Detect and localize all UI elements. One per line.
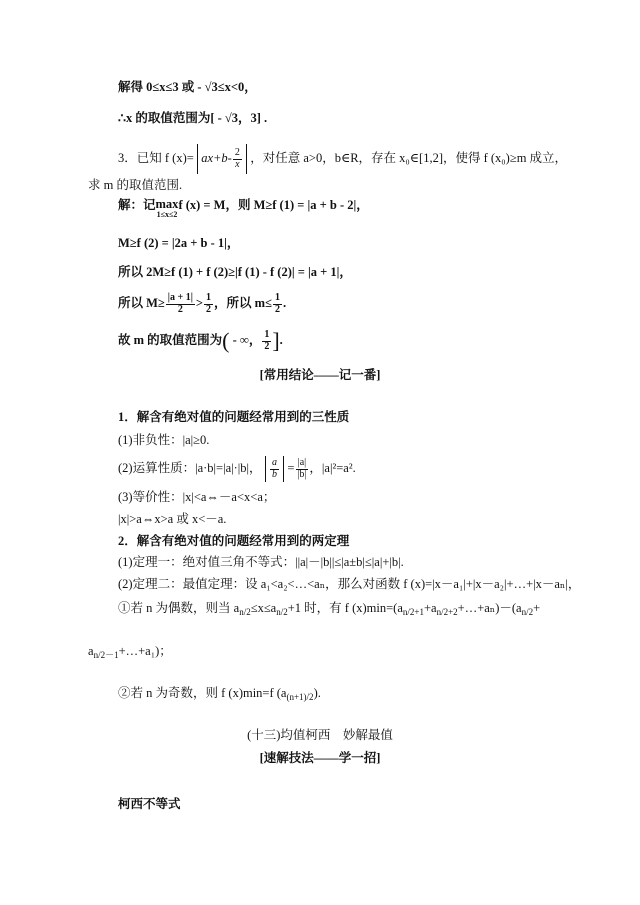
fraction-a-over-b: $\frac{a}{b}$: [271, 457, 277, 480]
line-even-case-cont: $a_{n/2-1}+\dots+a_1$)；: [88, 644, 172, 660]
line-m-range: 故 m 的取值范围为( - ∞， $\frac{1}{2}$ ].: [118, 328, 283, 353]
line-x-range: ∴x 的取值范围为[ - √3，3] .: [118, 111, 268, 125]
heading-common-conclusions: [常用结论——记一番]: [259, 368, 381, 382]
abs-bar-right-2: [283, 456, 284, 482]
fraction-one-half-3: $\frac{1}{2}$: [264, 329, 270, 352]
line-solution-range: 解得 0≤x≤3 或 - √3≤x<0，: [118, 80, 257, 94]
fraction-abs-a1-over-2: $\frac{|a + 1|}{2}$: [167, 292, 193, 315]
line-problem-3-cont: 求 m 的取值范围.: [88, 178, 183, 192]
right-bracket: ]: [272, 328, 280, 353]
line-odd-case: ②若 n 为奇数，则 f (x)min=f $(a_{(n+1)/2})$.: [118, 686, 321, 702]
line-f2: M≥f (2) = |2a + b - 1|，: [118, 236, 240, 250]
line-solution-max: 解：记 max 1≤x≤2 f (x) = M，则 M≥f (1) = |a + b - 2|，: [118, 197, 369, 220]
line-2M: 所以 2M≥f (1) + f (2)≥|f (1) - f (2)| = |a + 1|，: [118, 265, 352, 279]
max-operator: max 1≤x≤2: [155, 197, 179, 220]
fraction-one-half: $\frac{1}{2}$: [206, 292, 212, 315]
left-paren: (: [222, 328, 230, 353]
fraction-abs-a-over-abs-b: $\frac{|a|}{|b|}$: [297, 457, 307, 480]
line-cauchy-inequality: 柯西不等式: [118, 797, 181, 811]
abs-bar-right: [246, 144, 247, 174]
fraction-2-over-x: $\frac{2}{x}$: [234, 147, 240, 170]
line-theorem-one: (1)定理一：绝对值三角不等式：||a|－|b||≤|a±b|≤|a|+|b|.: [118, 555, 404, 569]
line-operation-property: (2)运算性质：|a·b|=|a|·|b|， $\frac{a}{b}$ = $\frac{|a|}{|b|}$ ，|a|²=a².: [118, 456, 356, 482]
heading-mean-cauchy: (十三)均值柯西 妙解最值: [247, 728, 393, 742]
line-even-case: ①若 n 为偶数，则当 $a_{n/2}\le x\le a_{n/2}+1$ 时，有 f $(x)\min=(a_{n/2+1}+a_{n/2+2}+\dots+a_n)-(a_{n/2}+$: [118, 601, 541, 617]
line-three-properties: 1．解含有绝对值的问题经常用到的三性质: [118, 410, 350, 424]
heading-quick-techniques: [速解技法——学一招]: [259, 751, 381, 765]
abs-bar-left-2: [265, 456, 266, 482]
line-M-bound: 所以 M≥ $\frac{|a + 1|}{2}$ > $\frac{1}{2}$ ，所以 m≤ $\frac{1}{2}$ .: [118, 292, 287, 315]
line-problem-3: 3．已知 f (x)= ax+b- $\frac{2}{x}$ ，对任意 a>0，b∈R，存在 x₀∈[1,2]，使得 f (x₀)≥m 成立，: [118, 144, 567, 174]
line-equivalence: (3)等价性：|x|<a⇔－a<x<a；: [118, 490, 276, 504]
fraction-one-half-2: $\frac{1}{2}$: [274, 292, 280, 315]
abs-bar-left: [197, 144, 198, 174]
line-two-theorems: 2．解含有绝对值的问题经常用到的两定理: [118, 534, 350, 548]
line-nonnegativity: (1)非负性：|a|≥0.: [118, 433, 210, 447]
line-theorem-two: (2)定理二：最值定理：设 a₁<a₂<…<aₙ，那么对函数 f (x)=|x－a₁|+|x－a₂|+…+|x－aₙ|，: [118, 577, 581, 591]
line-equivalence-2: |x|>a⇔x>a 或 x<－a.: [118, 512, 227, 526]
